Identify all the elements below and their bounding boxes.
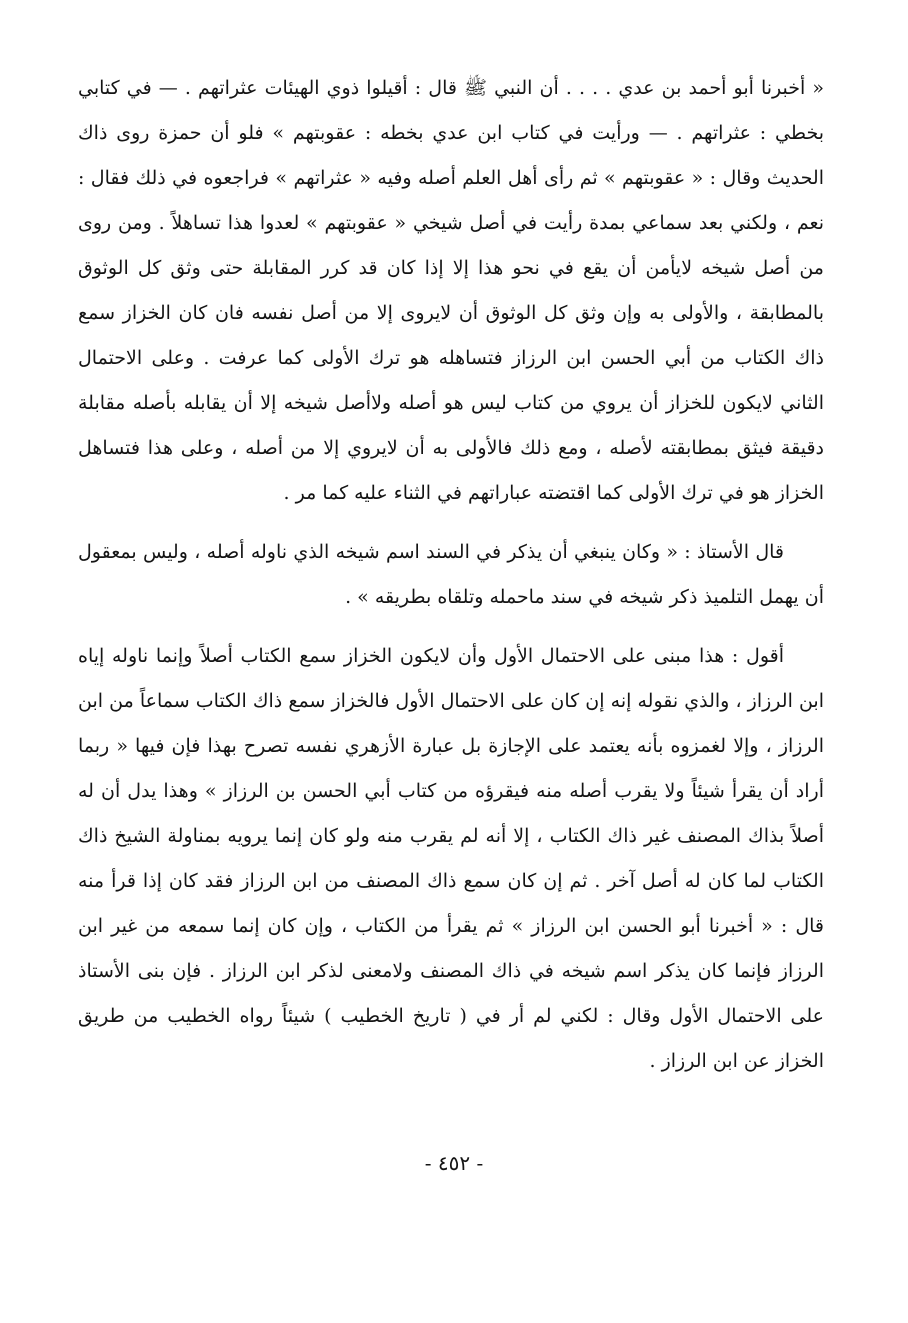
- page-text: [78, 66, 824, 1084]
- paragraph-hadith-discussion: « أخبرنا أبو أحمد بن عدي . . . . أن النبي ﷺ قال : أقيلوا ذوي الهيئات عثراتهم . — في كتابي بخطي : عثراتهم . — ورأيت في كتاب ابن عدي بخطه : عقوبتهم » فلو أن حمزة روى ذاك الحديث وقال : « عقوبتهم » ثم رأى أهل العلم أصله وفيه « عثراتهم » فراجعوه في ذلك فقال : نعم ، ولكني بعد سماعي بمدة رأيت في أصل شيخي « عقوبتهم » لعدوا هذا تساهلاً . ومن روى من أصل شيخه لايأمن أن يقع في نحو هذا إلا إذا كان قد كرر المقابلة حتى وثق كل الوثوق بالمطابقة ، والأولى به وإن وثق كل الوثوق أن لايروى إلا من أصل نفسه فان كان الخزاز سمع ذاك الكتاب من أبي الحسن ابن الرزاز فتساهله هو ترك الأولى كما عرفت . وعلى الاحتمال الثاني لايكون للخزاز أن يروي من كتاب ليس هو أصله ولاأصل شيخه إلا أن يقابله بأصله مقابلة دقيقة فيثق بمطابقته لأصله ، ومع ذلك فالأولى به أن لايروي إلا من أصله ، وعلى هذا فتساهل الخزاز هو في ترك الأولى كما اقتضته عباراتهم في الثناء عليه كما مر .: [78, 77, 824, 504]
- paragraph-ustadh-quote: قال الأستاذ : « وكان ينبغي أن يذكر في السند اسم شيخه الذي ناوله أصله ، وليس بمعقول أن يهمل التلميذ ذكر شيخه في سند ماحمله وتلقاه بطريقه » .: [78, 541, 824, 608]
- paragraph-response: أقول : هذا مبنى على الاحتمال الأول وأن لايكون الخزاز سمع الكتاب أصلاً وإنما ناوله إياه ابن الرزاز ، والذي نقوله إنه إن كان على الاحتمال الأول فالخزاز سمع ذاك الكتاب سماعاً من ابن الرزاز ، وإلا لغمزوه بأنه يعتمد على الإجازة بل عبارة الأزهري نفسه تصرح بهذا فإن فيها « ربما أراد أن يقرأ شيئاً ولا يقرب أصله منه فيقرؤه من كتاب أبي الحسن بن الرزاز » وهذا يدل أن له أصلاً بذاك المصنف غير ذاك الكتاب ، إلا أنه لم يقرب منه ولو كان إنما يرويه بمناولة الشيخ ذاك الكتاب لما كان له أصل آخر . ثم إن كان سمع ذاك المصنف من ابن الرزاز فقد كان إذا قرأ منه قال : « أخبرنا أبو الحسن ابن الرزاز » ثم يقرأ من الكتاب ، وإن كان إنما سمعه من غير ابن الرزاز فإنما كان يذكر اسم شيخه في ذاك المصنف ولامعنى لذكر ابن الرزاز . فإن بنى الأستاذ على الاحتمال الأول وقال : لكني لم أر في ( تاريخ الخطيب ) شيئاً رواه الخطيب من طريق الخزاز عن ابن الرزاز .: [78, 645, 824, 1072]
- page-number: - ٤٥٢ -: [424, 1151, 484, 1175]
